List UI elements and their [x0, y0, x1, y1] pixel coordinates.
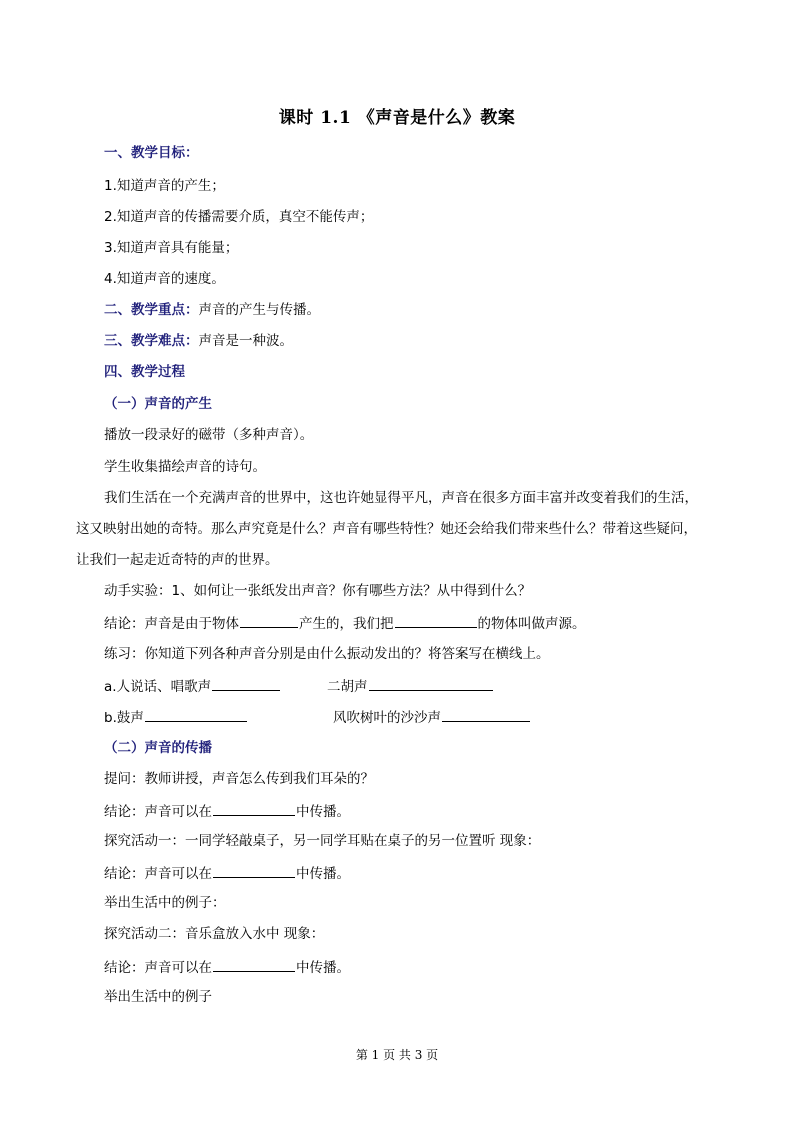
- key-points-heading: 二、教学重点：: [104, 302, 199, 318]
- conclusion-2: [104, 802, 350, 820]
- fill-blank[interactable]: [213, 958, 295, 972]
- fill-blank[interactable]: [212, 677, 280, 691]
- conclusion-suffix: 中传播。: [296, 866, 350, 882]
- conclusion-3: [104, 864, 350, 882]
- goal-item-3: 3.知道声音具有能量；: [104, 240, 239, 256]
- fill-blank[interactable]: [369, 677, 493, 691]
- key-points-text: 声音的产生与传播。: [198, 302, 320, 318]
- goal-item-1: 1.知道声音的产生；: [104, 178, 225, 194]
- activity-1: 探究活动一：一同学轻敲桌子，另一同学耳贴在桌子的另一位置听 现象：: [104, 833, 541, 849]
- fill-blank[interactable]: [213, 864, 295, 878]
- conclusion-1: [104, 614, 586, 632]
- conclusion-prefix: 结论：声音可以在: [104, 804, 212, 820]
- paragraph-1: 播放一段录好的磁带（多种声音）。: [104, 427, 314, 443]
- conclusion-prefix: 结论：声音可以在: [104, 866, 212, 882]
- fill-blank[interactable]: [395, 614, 477, 628]
- practice-item-b: b.鼓声: [104, 710, 144, 726]
- conclusion-4: [104, 958, 350, 976]
- key-points-row: [104, 302, 320, 318]
- conclusion-suffix: 中传播。: [296, 804, 350, 820]
- goal-item-4: 4.知道声音的速度。: [104, 271, 225, 287]
- practice-row-1-right: [327, 677, 494, 695]
- experiment-1: 动手实验：1、如何让一张纸发出声音？你有哪些方法？从中得到什么？: [104, 583, 532, 599]
- page-footer: 第 1 页 共 3 页: [355, 1048, 439, 1062]
- difficult-points-heading: 三、教学难点：: [104, 333, 199, 349]
- paragraph-3-line-3: 让我们一起走近奇特的声的世界。: [76, 552, 279, 568]
- difficult-points-row: [104, 333, 293, 349]
- practice-row-2-right: [333, 708, 531, 726]
- fill-blank[interactable]: [213, 802, 295, 816]
- fill-blank[interactable]: [240, 614, 298, 628]
- process-heading: 四、教学过程: [104, 364, 185, 380]
- activity-2: 探究活动二：音乐盒放入水中 现象：: [104, 926, 325, 942]
- goals-heading: 一、教学目标：: [104, 145, 199, 161]
- fill-blank[interactable]: [145, 708, 247, 722]
- conclusion-suffix: 中传播。: [296, 960, 350, 976]
- practice-row-2: [104, 708, 248, 726]
- practice-item-a: a.人说话、唱歌声: [104, 679, 212, 695]
- sub2-heading: （二）声音的传播: [104, 740, 212, 756]
- question-1: 提问：教师讲授，声音怎么传到我们耳朵的？: [104, 771, 374, 787]
- goal-item-2: 2.知道声音的传播需要介质，真空不能传声；: [104, 209, 374, 225]
- fill-blank[interactable]: [442, 708, 530, 722]
- practice-item-wind: 风吹树叶的沙沙声: [333, 710, 441, 726]
- practice-row-1: [104, 677, 281, 695]
- difficult-points-text: 声音是一种波。: [198, 333, 293, 349]
- conclusion-1-part-c: 的物体叫做声源。: [477, 616, 586, 632]
- example-prompt-1: 举出生活中的例子：: [104, 895, 226, 911]
- paragraph-3-line-2: 这又映射出她的奇特。那么声究竟是什么？声音有哪些特性？她还会给我们带来些什么？带着这些疑问，: [76, 521, 697, 537]
- practice-item-erhu: 二胡声: [327, 679, 368, 695]
- conclusion-1-part-a: 结论：声音是由于物体: [104, 616, 239, 632]
- page-title: 课时 1.1 《声音是什么》教案: [278, 108, 516, 128]
- practice-prompt: 练习：你知道下列各种声音分别是由什么振动发出的？将答案写在横线上。: [104, 646, 550, 662]
- sub1-heading: （一）声音的产生: [104, 396, 212, 412]
- example-prompt-2: 举出生活中的例子: [104, 989, 212, 1005]
- paragraph-3-line-1: 我们生活在一个充满声音的世界中，这也许她显得平凡，声音在很多方面丰富并改变着我们的生活，: [104, 490, 698, 506]
- paragraph-2: 学生收集描绘声音的诗句。: [104, 459, 266, 475]
- conclusion-prefix: 结论：声音可以在: [104, 960, 212, 976]
- conclusion-1-part-b: 产生的，我们把: [299, 616, 394, 632]
